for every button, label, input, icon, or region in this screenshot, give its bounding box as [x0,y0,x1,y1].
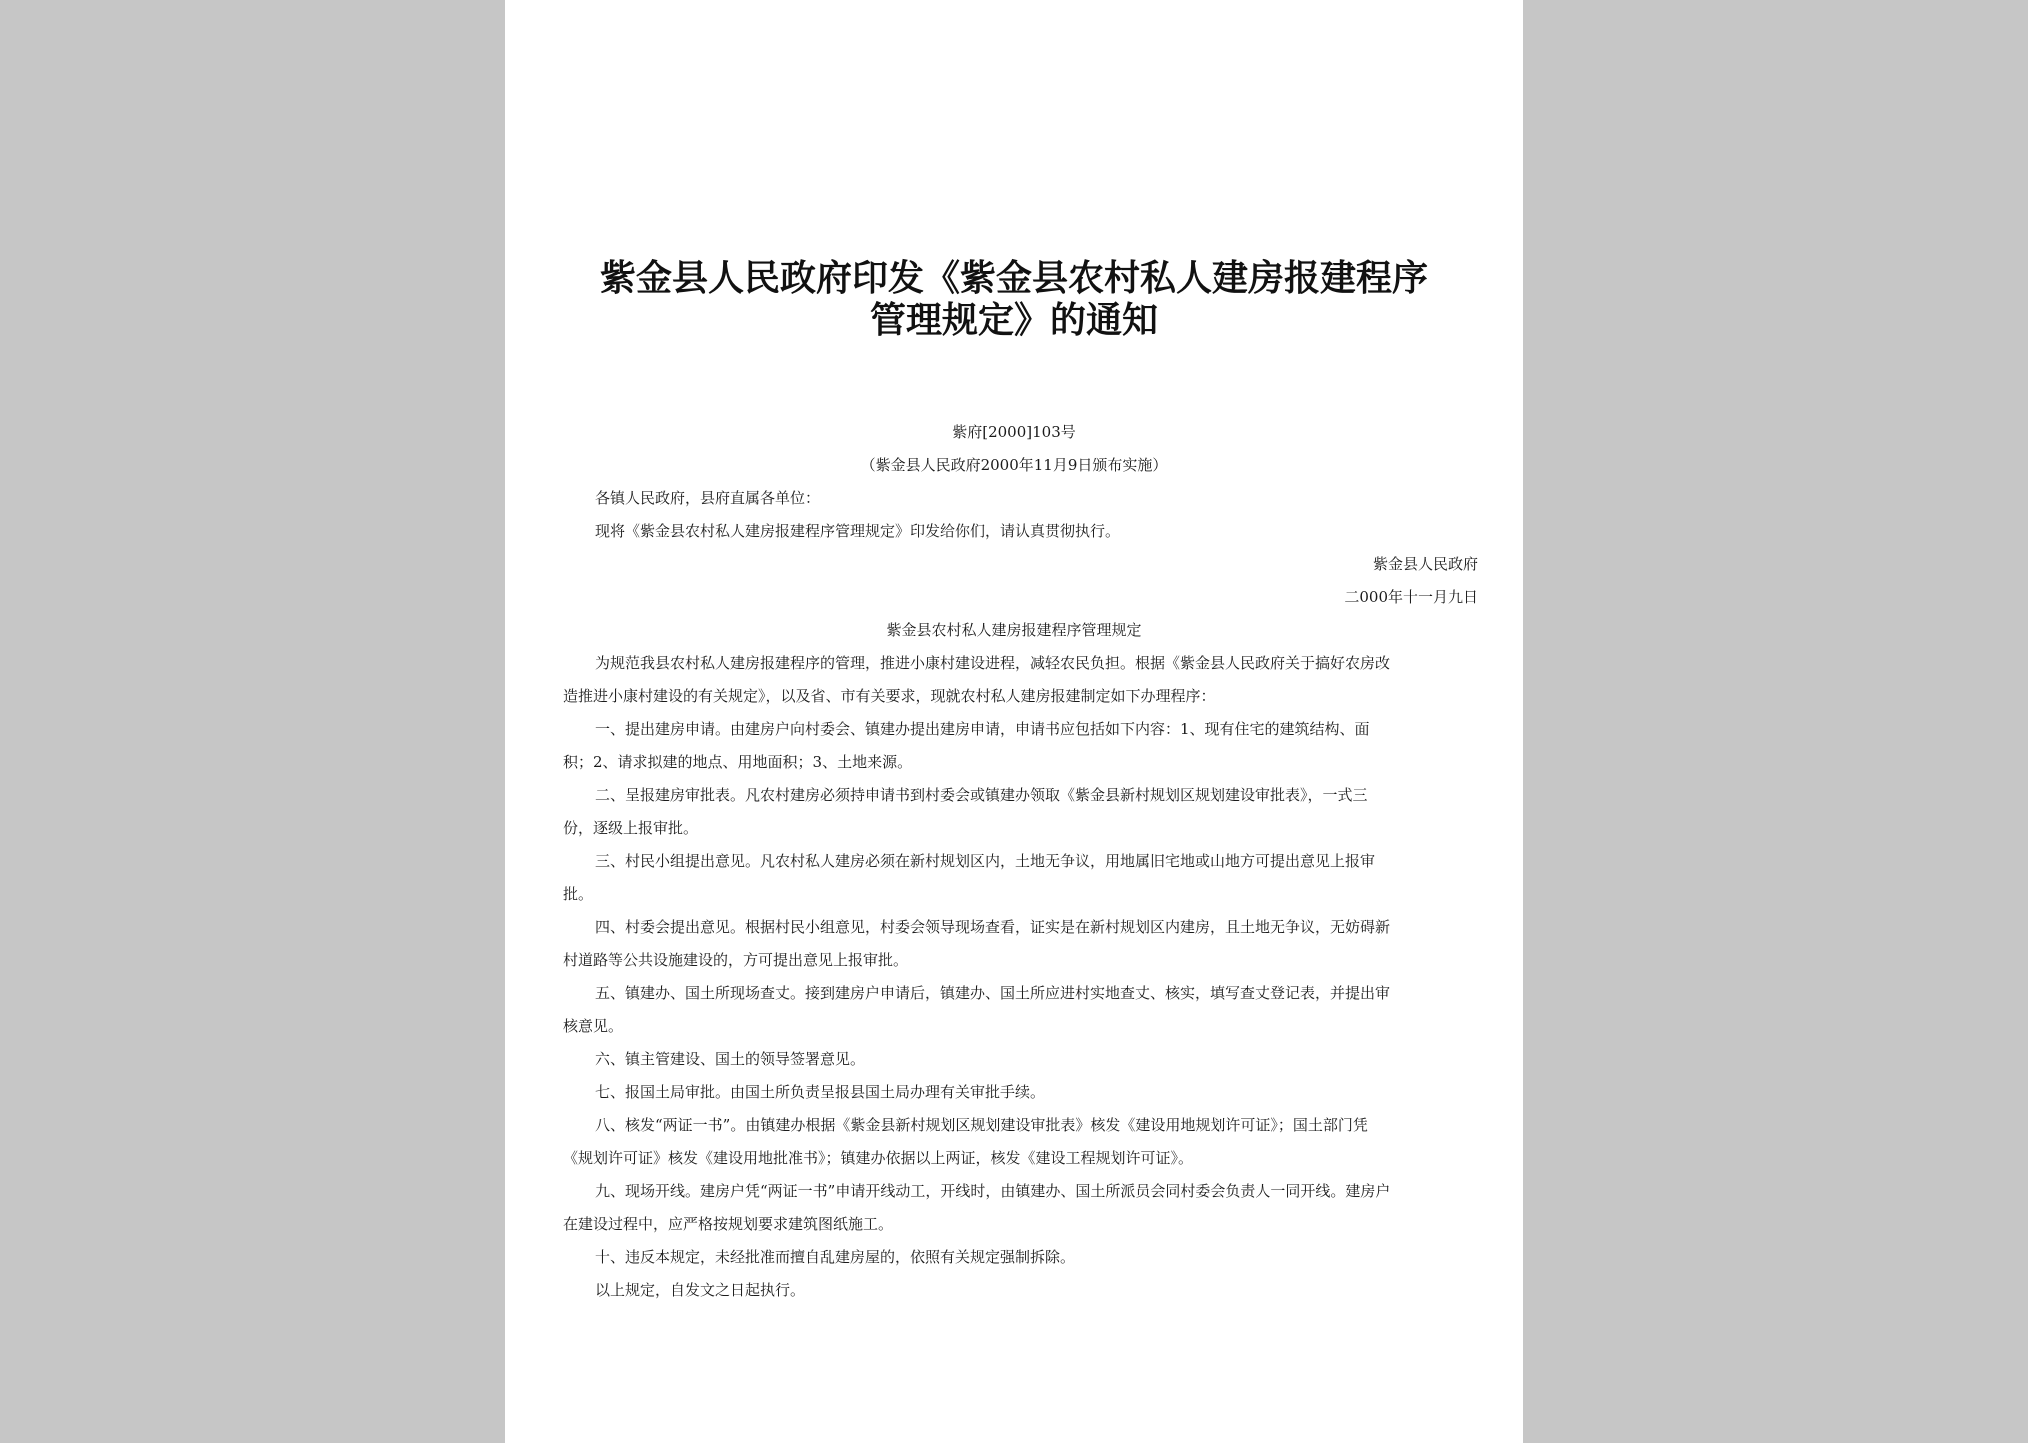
body-line: 在建设过程中，应严格按规划要求建筑图纸施工。 [563,1215,894,1233]
regulation-title: 紫金县农村私人建房报建程序管理规定 [886,621,1142,639]
body-line: 以上规定，自发文之日起执行。 [595,1281,806,1299]
body-line: 九、现场开线。建房户凭“两证一书”申请开线动工，开线时，由镇建办、国土所派员会同村委会负责人一同开线。建房户 [595,1182,1391,1200]
body-line: 份，逐级上报审批。 [563,819,699,837]
body-line: 村道路等公共设施建设的，方可提出意见上报审批。 [563,951,909,969]
body-line: 七、报国土局审批。由国土所负责呈报县国土局办理有关审批手续。 [595,1083,1046,1101]
body-line: 批。 [563,885,594,903]
intro-paragraph: 现将《紫金县农村私人建房报建程序管理规定》印发给你们，请认真贯彻执行。 [595,522,1121,540]
document-page [505,0,1523,1443]
document-number: 紫府[2000]103号 [952,423,1076,441]
page-title [565,258,1463,342]
body-line: 核意见。 [563,1017,624,1035]
body-line: 《规划许可证》核发《建设用地批准书》；镇建办依据以上两证，核发《建设工程规划许可证》。 [563,1149,1194,1167]
body-line: 二、呈报建房审批表。凡农村建房必须持申请书到村委会或镇建办领取《紫金县新村规划区规划建设审批表》，一式三 [595,786,1368,804]
body-line: 三、村民小组提出意见。凡农村私人建房必须在新村规划区内，土地无争议，用地属旧宅地或山地方可提出意见上报审 [595,852,1376,870]
signature-org: 紫金县人民政府 [1372,555,1478,573]
body-line: 四、村委会提出意见。根据村民小组意见，村委会领导现场查看，证实是在新村规划区内建房，且土地无争议，无妨碍新 [595,918,1391,936]
body-line: 为规范我县农村私人建房报建程序的管理，推进小康村建设进程，减轻农民负担。根据《紫金县人民政府关于搞好农房改 [595,654,1391,672]
body-line: 积；2、请求拟建的地点、用地面积；3、土地来源。 [563,753,913,771]
body-line: 一、提出建房申请。由建房户向村委会、镇建办提出建房申请，申请书应包括如下内容：1、现有住宅的建筑结构、面 [595,720,1370,738]
body-line: 六、镇主管建设、国土的领导签署意见。 [595,1050,866,1068]
issue-note: （紫金县人民政府2000年11月9日颁布实施） [860,456,1168,474]
title-line-2: 管理规定》的通知 [869,300,1158,341]
body-line: 八、核发“两证一书”。由镇建办根据《紫金县新村规划区规划建设审批表》核发《建设用地规划许可证》；国土部门凭 [595,1116,1368,1134]
addressee: 各镇人民政府，县府直属各单位： [595,489,821,507]
body-line: 十、违反本规定，未经批准而擅自乱建房屋的，依照有关规定强制拆除。 [595,1248,1076,1266]
body-line: 造推进小康村建设的有关规定》，以及省、市有关要求，现就农村私人建房报建制定如下办理程序： [563,687,1216,705]
title-line-1: 紫金县人民政府印发《紫金县农村私人建房报建程序 [599,258,1428,299]
signature-date: 二000年十一月九日 [1344,588,1478,606]
body-line: 五、镇建办、国土所现场查丈。接到建房户申请后，镇建办、国土所应进村实地查丈、核实，填写查丈登记表，并提出审 [595,984,1391,1002]
